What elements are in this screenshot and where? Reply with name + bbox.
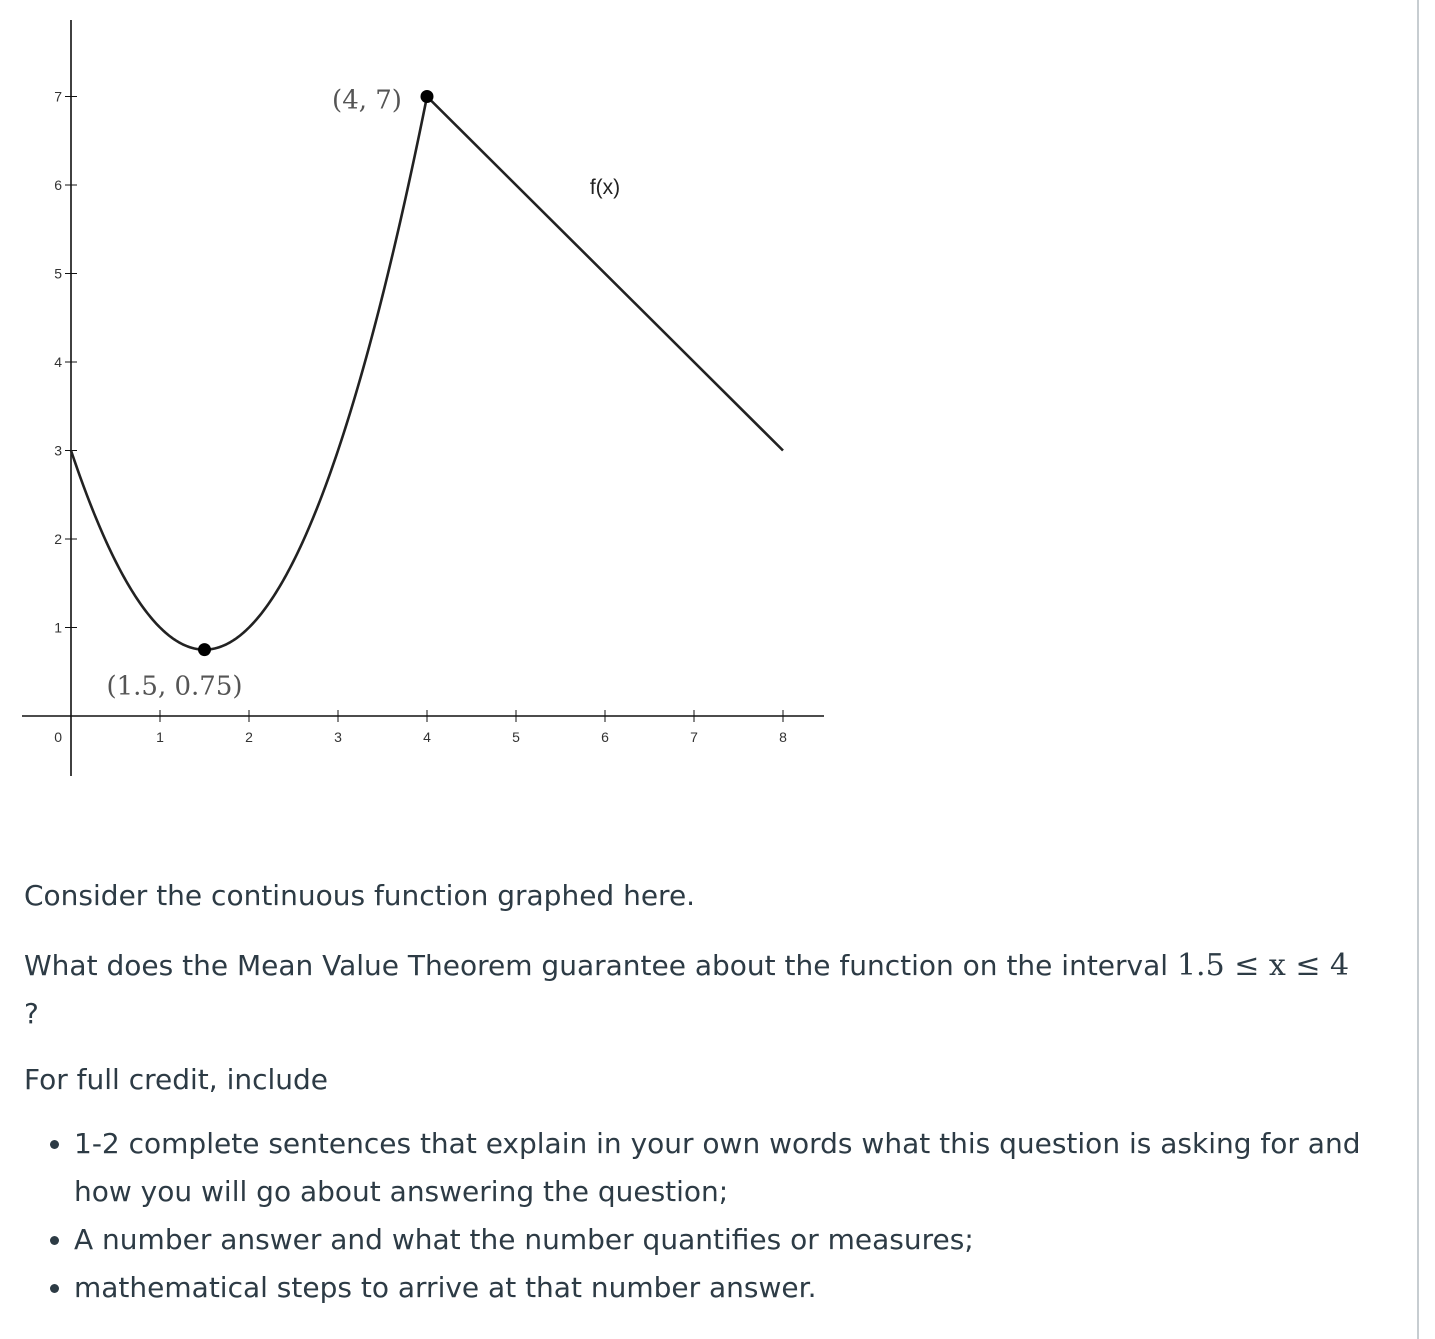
y-tick-label: 7 [54,88,62,105]
y-tick-label: 1 [54,619,62,636]
origin-label: 0 [54,729,62,745]
x-tick-label: 2 [245,729,253,745]
requirements-list [24,1120,1394,1312]
question-mark: ? [24,997,39,1030]
axis-ticks [54,89,787,746]
function-curve [71,97,783,650]
point-label: (4, 7) [332,85,402,116]
interval-math: 1.5 ≤ x ≤ 4 [1176,948,1350,983]
x-tick-label: 4 [423,729,431,745]
y-tick-label: 2 [54,531,62,547]
page-right-border [1417,0,1419,1339]
y-tick-label: 5 [54,265,62,282]
curve-label: f(x) [589,175,621,199]
point-dot [198,643,211,656]
y-tick-label: 6 [54,177,62,193]
function-graph [0,0,840,790]
x-tick-label: 7 [690,729,698,745]
requirement-item: • 1-2 complete sentences that explain in your own words what this question is asking for and how you will go about answering the question; [74,1120,1394,1216]
x-tick-label: 3 [334,729,342,745]
requirement-item: • A number answer and what the number quantifies or measures; [74,1216,1394,1264]
y-tick-label: 3 [54,442,62,459]
question-paragraph-1: Consider the continuous function graphed here. [24,879,696,912]
question-text [24,872,1394,1312]
x-tick-label: 1 [156,729,164,745]
x-tick-label: 8 [779,729,787,745]
question-paragraph-3: For full credit, include [24,1063,329,1096]
x-tick-label: 5 [512,729,520,745]
point-dot [421,90,434,103]
x-tick-label: 6 [601,729,609,745]
question-paragraph-2 [24,942,1394,1038]
curve-layer [71,97,783,650]
point-label: (1.5, 0.75) [106,671,243,702]
requirement-item: • mathematical steps to arrive at that number answer. [74,1264,1394,1312]
y-tick-label: 4 [54,354,62,370]
question-text-part: What does the Mean Value Theorem guarantee about the function on the interval [24,949,1177,982]
axes [22,20,824,776]
point-marks [106,86,433,702]
